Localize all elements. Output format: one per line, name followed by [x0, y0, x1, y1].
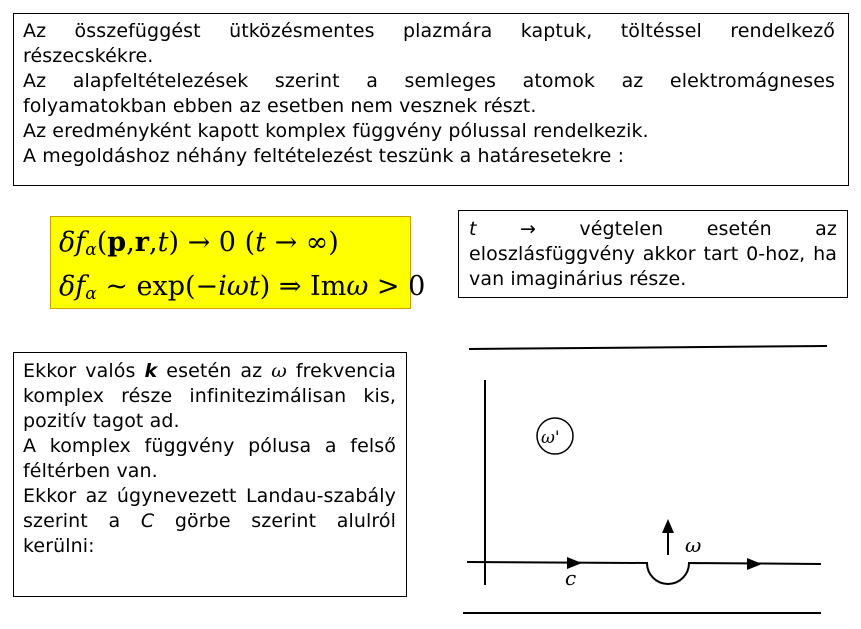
alpha-subscript: α — [85, 240, 97, 260]
paren: ) — [168, 227, 180, 258]
intro-line-4: A megoldáshoz néhány feltételezést teszünk a határesetekre : — [23, 145, 625, 167]
f-symbol: f — [75, 227, 86, 258]
f-symbol: f — [75, 271, 86, 302]
contour-label: c — [565, 566, 577, 590]
condition-paragraph-2: A komplex függvény pólusa a felső féltérben van. — [23, 435, 396, 482]
t-limit-box — [458, 210, 848, 298]
upper-boundary-line — [469, 346, 827, 349]
limit-arrow: → 0 — [179, 227, 245, 258]
infinity-arrow: → ∞ — [265, 227, 329, 258]
condition-text-box — [13, 352, 407, 597]
delta-symbol: δ — [59, 227, 76, 258]
condition-paragraph-1 — [23, 359, 396, 434]
formula-line-2 — [59, 271, 425, 304]
intro-line-2: Az alapfeltételezések szerint a semleges atomok az elektromágneses folyamatokban ebben az esetben nem vesznek részt. — [23, 70, 835, 117]
pole-label: ω' — [541, 428, 560, 448]
omega-symbol: ω — [226, 271, 249, 302]
intro-text-box — [13, 13, 849, 186]
text: Ekkor valós — [23, 360, 145, 382]
omega-label: ω — [685, 533, 702, 557]
paren: ( — [244, 227, 256, 258]
r-vector: r — [134, 227, 150, 258]
formula-box — [50, 216, 426, 309]
landau-contour-diagram — [455, 330, 855, 629]
text: frekvencia komplex része infinitezimálisan kis, pozitív tagot ad. — [23, 360, 396, 432]
text: Ekkor az úgynevezett Landau-szabály szerint a — [23, 485, 396, 532]
comma: , — [126, 227, 135, 258]
delta-symbol: δ — [59, 271, 76, 302]
limit-arrow: → — [476, 218, 580, 240]
p-vector: p — [107, 227, 127, 258]
t-symbol: t — [157, 227, 169, 258]
intro-line-3: Az eredményként kapott komplex függvény pólussal rendelkezik. — [23, 120, 649, 142]
paren: ( — [96, 227, 108, 258]
omega-arrow-head — [662, 519, 674, 533]
i-symbol: i — [218, 271, 227, 302]
paren: ) — [328, 227, 339, 258]
condition-paragraph-3 — [23, 484, 396, 559]
omega-symbol: ω — [271, 360, 287, 382]
contour-arrow-right — [747, 558, 762, 570]
omega-symbol: ω — [346, 271, 369, 302]
implies-im: ) ⇒ Im — [259, 271, 347, 302]
k-symbol: k — [144, 360, 158, 382]
text: görbe szerint alulról kerülni: — [23, 510, 396, 557]
c-symbol: C — [140, 510, 155, 532]
comma: , — [149, 227, 158, 258]
t-variable: t — [469, 218, 477, 240]
greater-than-zero: > 0 — [368, 271, 426, 302]
t-limit-text: végtelen esetén az eloszlásfüggvény akkor tart 0-hoz, ha van imaginárius része. — [469, 218, 837, 290]
t-symbol: t — [255, 227, 266, 258]
formula-line-1 — [59, 227, 339, 260]
text: esetén az — [157, 360, 272, 382]
contour-path — [467, 562, 821, 584]
tilde-exp: ~ exp(− — [96, 271, 219, 302]
t-symbol: t — [248, 271, 260, 302]
alpha-subscript: α — [85, 284, 97, 304]
intro-line-1: Az összefüggést ütközésmentes plazmára kaptuk, töltéssel rendelkező részecskékre. — [23, 20, 835, 67]
